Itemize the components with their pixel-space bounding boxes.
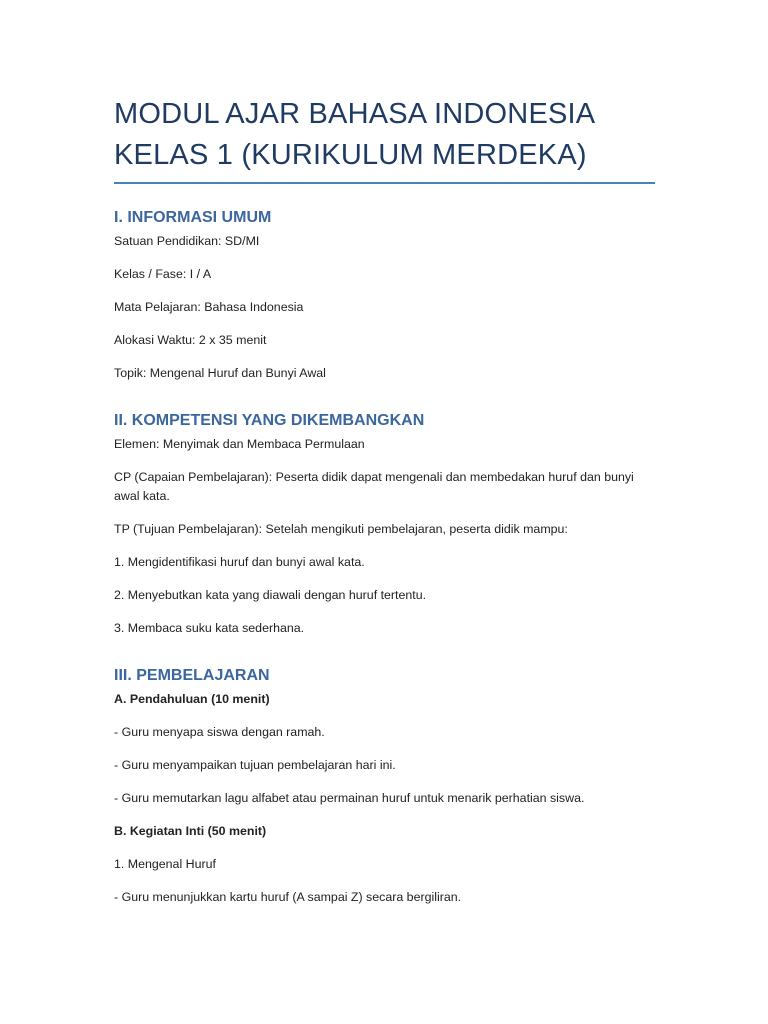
section-pembelajaran bbox=[114, 666, 656, 907]
activity-item: - Guru menyapa siswa dengan ramah. bbox=[114, 725, 325, 739]
document-body bbox=[114, 94, 656, 907]
section-heading: II. KOMPETENSI YANG DIKEMBANGKAN bbox=[114, 412, 425, 429]
title-underline bbox=[114, 182, 655, 184]
info-mata-pelajaran: Mata Pelajaran: Bahasa Indonesia bbox=[114, 300, 304, 314]
subsection-heading-kegiatan-inti: B. Kegiatan Inti (50 menit) bbox=[114, 824, 267, 838]
section-kompetensi bbox=[114, 411, 656, 638]
title-line: MODUL AJAR BAHASA INDONESIA bbox=[114, 98, 596, 130]
info-satuan-pendidikan: Satuan Pendidikan: SD/MI bbox=[114, 234, 260, 248]
title-line: KELAS 1 (KURIKULUM MERDEKA) bbox=[114, 139, 587, 171]
tp-list-item: 3. Membaca suku kata sederhana. bbox=[114, 621, 305, 635]
info-kelas-fase: Kelas / Fase: I / A bbox=[114, 267, 212, 281]
cp-paragraph: CP (Capaian Pembelajaran): Peserta didik dapat mengenali dan membedakan huruf dan bunyi awal kata. bbox=[114, 470, 634, 503]
tp-paragraph: TP (Tujuan Pembelajaran): Setelah mengikuti pembelajaran, peserta didik mampu: bbox=[114, 522, 568, 536]
elemen-paragraph: Elemen: Menyimak dan Membaca Permulaan bbox=[114, 437, 365, 451]
section-heading: I. INFORMASI UMUM bbox=[114, 209, 272, 226]
section-heading: III. PEMBELAJARAN bbox=[114, 667, 270, 684]
section-informasi-umum bbox=[114, 208, 656, 383]
document-title bbox=[114, 94, 656, 176]
activity-item: - Guru memutarkan lagu alfabet atau permainan huruf untuk menarik perhatian siswa. bbox=[114, 791, 585, 805]
info-topik: Topik: Mengenal Huruf dan Bunyi Awal bbox=[114, 366, 326, 380]
activity-item: 1. Mengenal Huruf bbox=[114, 857, 216, 871]
activity-item: - Guru menunjukkan kartu huruf (A sampai Z) secara bergiliran. bbox=[114, 890, 462, 904]
subsection-heading-pendahuluan: A. Pendahuluan (10 menit) bbox=[114, 692, 270, 706]
tp-list-item: 2. Menyebutkan kata yang diawali dengan huruf tertentu. bbox=[114, 588, 427, 602]
tp-list-item: 1. Mengidentifikasi huruf dan bunyi awal kata. bbox=[114, 555, 365, 569]
activity-item: - Guru menyampaikan tujuan pembelajaran hari ini. bbox=[114, 758, 396, 772]
info-alokasi-waktu: Alokasi Waktu: 2 x 35 menit bbox=[114, 333, 267, 347]
